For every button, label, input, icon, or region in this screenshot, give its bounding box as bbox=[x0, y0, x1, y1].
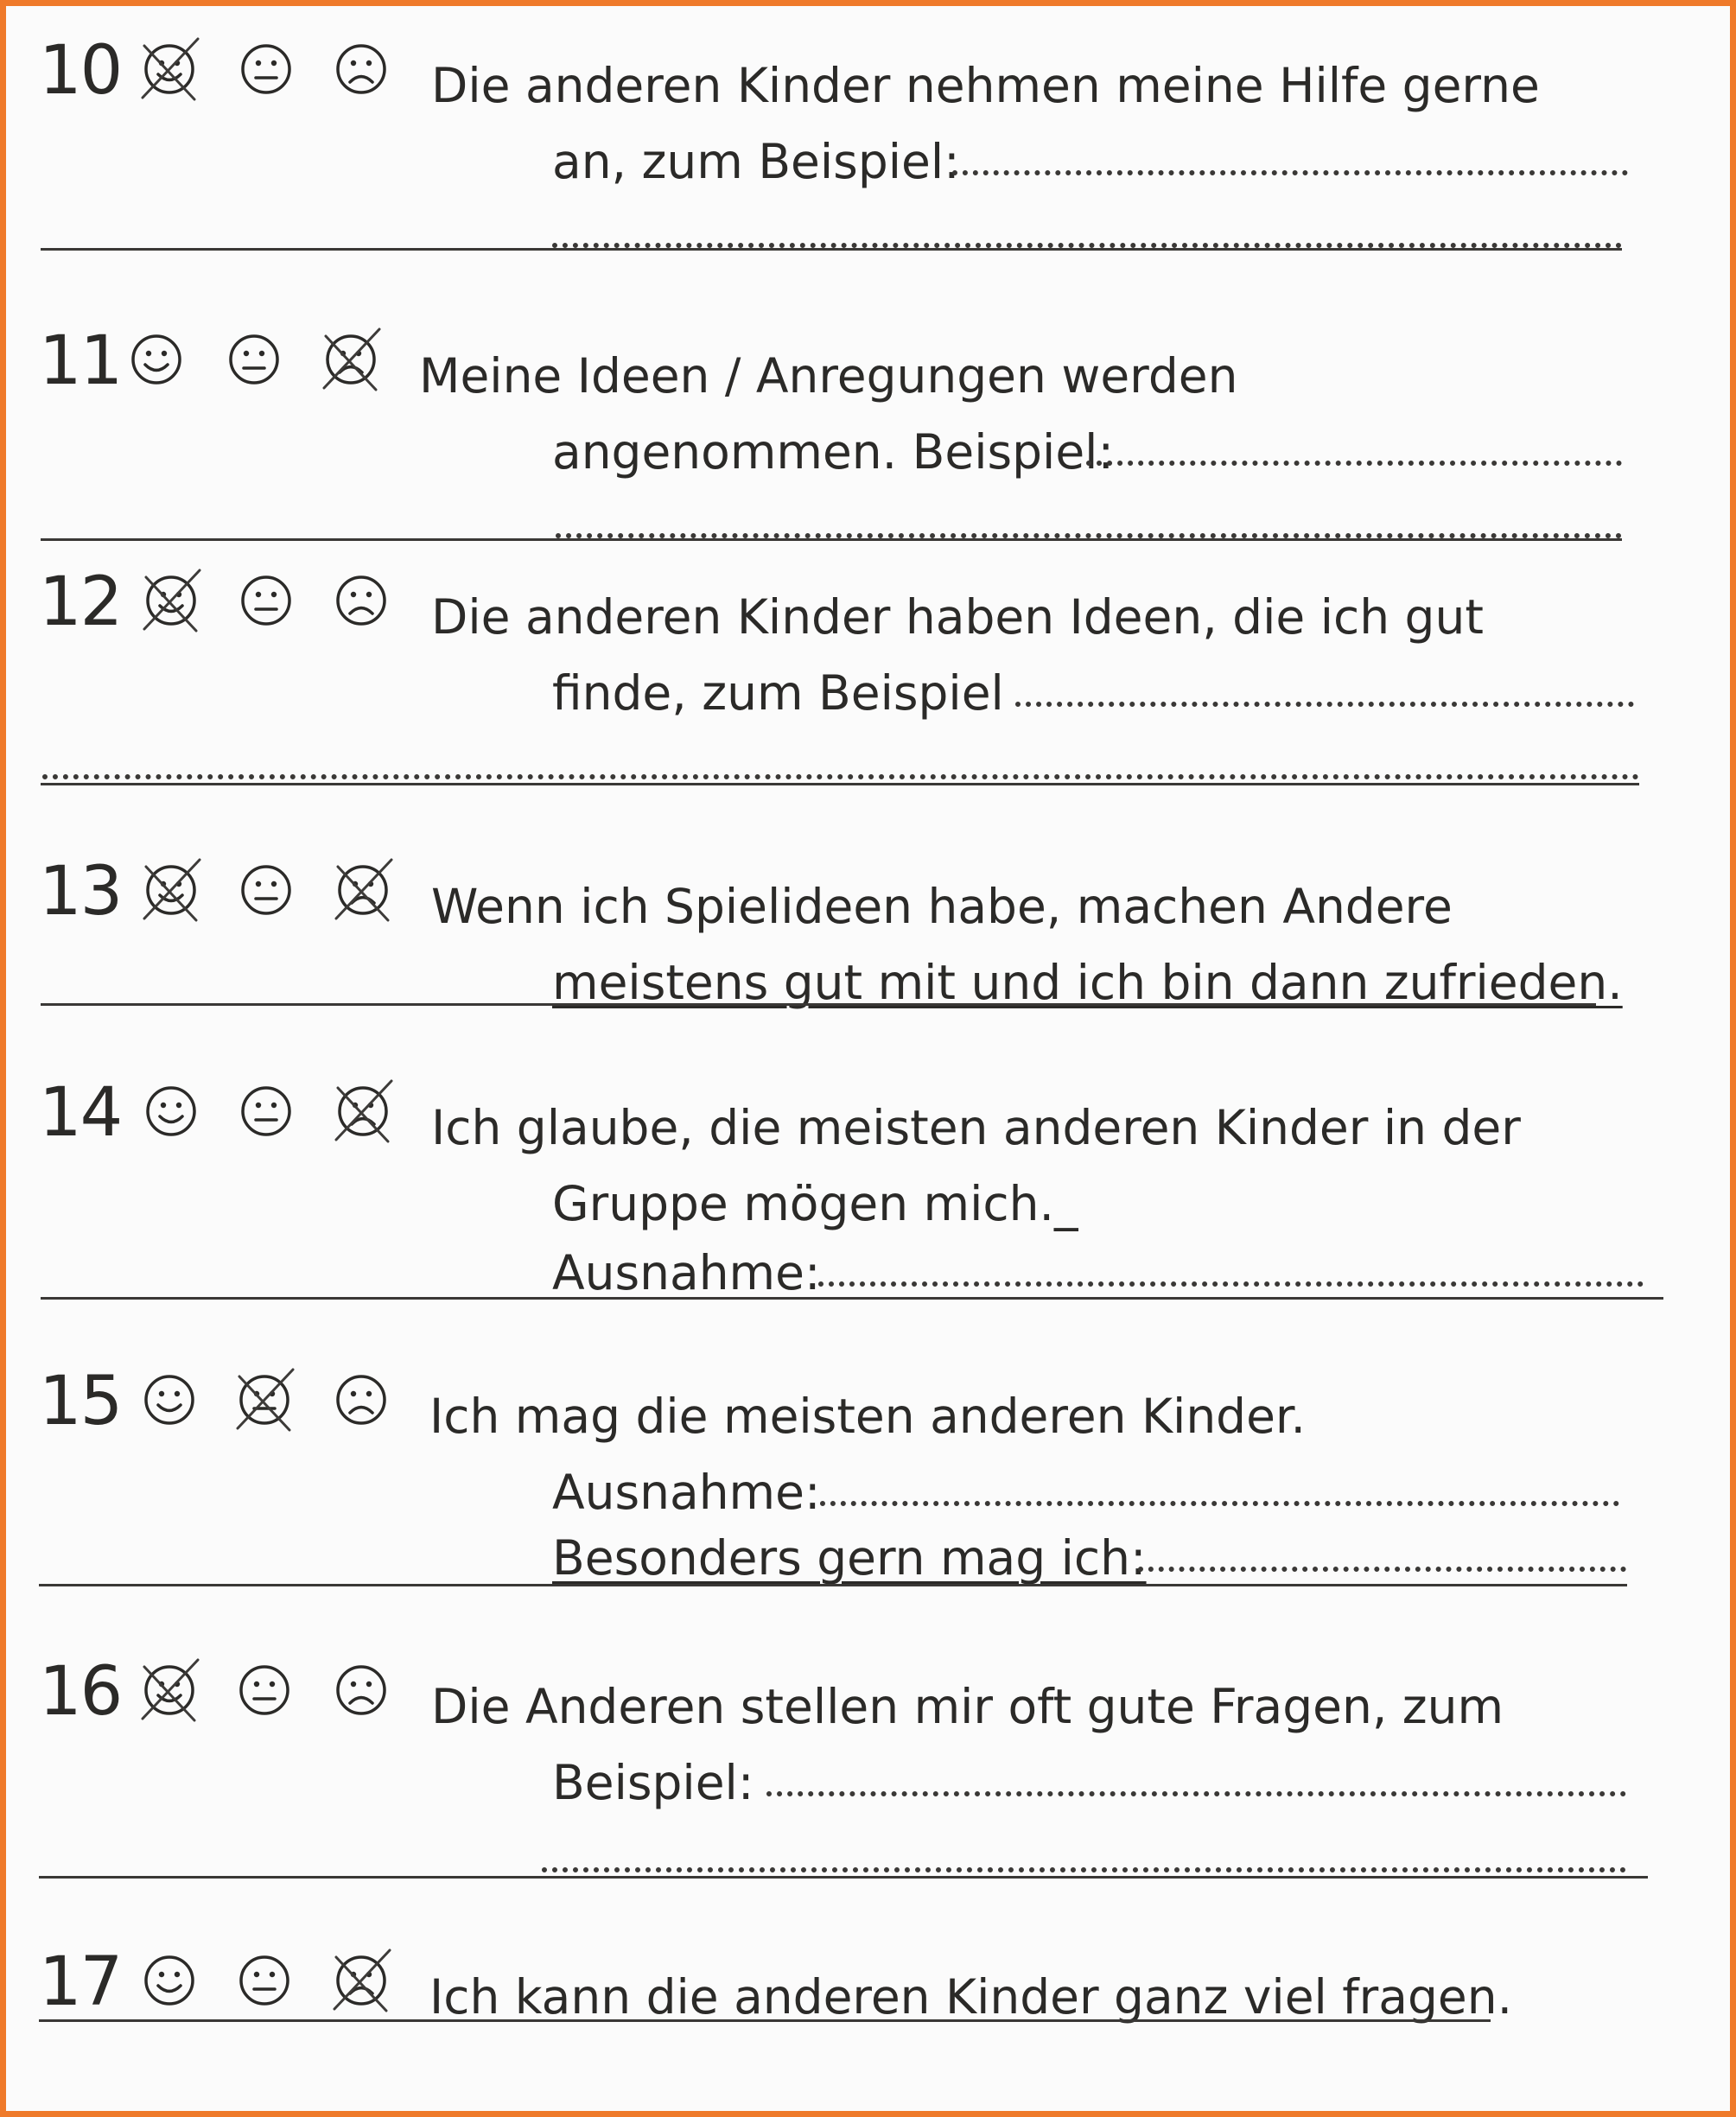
smiley-neutral-icon[interactable] bbox=[239, 863, 293, 917]
question-number: 16 bbox=[39, 1653, 122, 1731]
smiley-sad-icon[interactable] bbox=[334, 1373, 388, 1427]
answer-line[interactable] bbox=[952, 170, 1628, 175]
question-number: 13 bbox=[39, 853, 122, 931]
question-number: 14 bbox=[39, 1074, 122, 1152]
cross-mark bbox=[144, 570, 200, 631]
question-text-line1: Ich glaube, die meisten anderen Kinder in der bbox=[431, 1100, 1521, 1155]
question-text-line2: Beispiel: bbox=[552, 1755, 754, 1810]
question-text-line1: Wenn ich Spielideen habe, machen Andere bbox=[431, 879, 1453, 934]
smiley-neutral-icon[interactable] bbox=[227, 333, 281, 386]
smiley-happy-icon[interactable] bbox=[143, 42, 196, 96]
answer-line[interactable] bbox=[42, 774, 1639, 779]
smiley-sad-icon[interactable] bbox=[334, 42, 388, 96]
smiley-neutral-icon[interactable] bbox=[239, 574, 293, 627]
question-number: 11 bbox=[39, 322, 122, 400]
separator-line bbox=[41, 1297, 1663, 1300]
separator-line bbox=[41, 538, 1622, 541]
answer-line[interactable] bbox=[818, 1281, 1644, 1287]
cross-mark bbox=[334, 1950, 390, 2011]
question-text-line1: Ich kann die anderen Kinder ganz viel fragen. bbox=[429, 1969, 1513, 2025]
question-text-line3: Besonders gern mag ich: bbox=[552, 1530, 1147, 1586]
answer-line[interactable] bbox=[542, 1867, 1626, 1872]
smiley-happy-icon[interactable] bbox=[143, 1373, 196, 1427]
smiley-sad-icon[interactable] bbox=[336, 1084, 390, 1138]
separator-line bbox=[41, 783, 1639, 785]
question-text-line1: Ich mag die meisten anderen Kinder. bbox=[429, 1389, 1306, 1444]
question-text-line1: Meine Ideen / Anregungen werden bbox=[419, 348, 1238, 404]
smiley-happy-icon[interactable] bbox=[130, 333, 183, 386]
smiley-happy-icon[interactable] bbox=[143, 1954, 196, 2007]
smiley-happy-icon[interactable] bbox=[143, 1663, 196, 1717]
question-text-line1: Die Anderen stellen mir oft gute Fragen, zum bbox=[431, 1679, 1504, 1734]
question-text-line3: Ausnahme: bbox=[552, 1245, 821, 1300]
question-text-line2: meistens gut mit und ich bin dann zufrieden. bbox=[552, 955, 1623, 1010]
cross-mark bbox=[336, 1081, 391, 1141]
smiley-neutral-icon[interactable] bbox=[238, 1663, 291, 1717]
question-number: 10 bbox=[39, 32, 122, 110]
separator-line bbox=[39, 1876, 1648, 1879]
smiley-happy-icon[interactable] bbox=[144, 574, 198, 627]
answer-line[interactable] bbox=[1086, 461, 1622, 466]
smiley-sad-icon[interactable] bbox=[334, 1954, 388, 2007]
answer-line[interactable] bbox=[820, 1501, 1619, 1506]
cross-mark bbox=[336, 860, 391, 920]
smiley-happy-icon[interactable] bbox=[144, 863, 198, 917]
smiley-sad-icon[interactable] bbox=[336, 863, 390, 917]
answer-line[interactable] bbox=[556, 533, 1622, 538]
separator-line bbox=[39, 1584, 1627, 1586]
cross-mark bbox=[324, 329, 379, 390]
smiley-sad-icon[interactable] bbox=[334, 574, 388, 627]
question-number: 17 bbox=[39, 1943, 122, 2021]
separator-line bbox=[41, 1003, 1596, 1006]
smiley-neutral-icon[interactable] bbox=[239, 1084, 293, 1138]
cross-mark bbox=[238, 1370, 293, 1430]
question-text-line2: Ausnahme: bbox=[552, 1465, 821, 1520]
smiley-sad-icon[interactable] bbox=[334, 1663, 388, 1717]
separator-line bbox=[41, 248, 1622, 251]
question-text-line1: Die anderen Kinder nehmen meine Hilfe gerne bbox=[431, 58, 1540, 113]
smiley-happy-icon[interactable] bbox=[144, 1084, 198, 1138]
question-text-line2: an, zum Beispiel: bbox=[552, 134, 960, 189]
cross-mark bbox=[143, 39, 198, 99]
smiley-sad-icon[interactable] bbox=[324, 333, 378, 386]
separator-line bbox=[39, 2019, 1491, 2022]
smiley-neutral-icon[interactable] bbox=[239, 42, 293, 96]
cross-mark bbox=[143, 1660, 198, 1720]
answer-line[interactable] bbox=[552, 243, 1622, 248]
question-number: 12 bbox=[39, 563, 122, 641]
question-text-line2: angenommen. Beispiel: bbox=[552, 424, 1114, 480]
smiley-neutral-icon[interactable] bbox=[238, 1373, 291, 1427]
answer-line[interactable] bbox=[1015, 702, 1634, 707]
smiley-neutral-icon[interactable] bbox=[238, 1954, 291, 2007]
answer-line[interactable] bbox=[766, 1791, 1626, 1796]
question-text-line2: finde, zum Beispiel bbox=[552, 665, 1004, 721]
answer-line[interactable] bbox=[1138, 1567, 1626, 1572]
cross-mark bbox=[144, 860, 200, 920]
question-number: 15 bbox=[39, 1363, 122, 1440]
question-text-line2: Gruppe mögen mich._ bbox=[552, 1176, 1078, 1231]
question-text-line1: Die anderen Kinder haben Ideen, die ich gut bbox=[431, 589, 1484, 645]
